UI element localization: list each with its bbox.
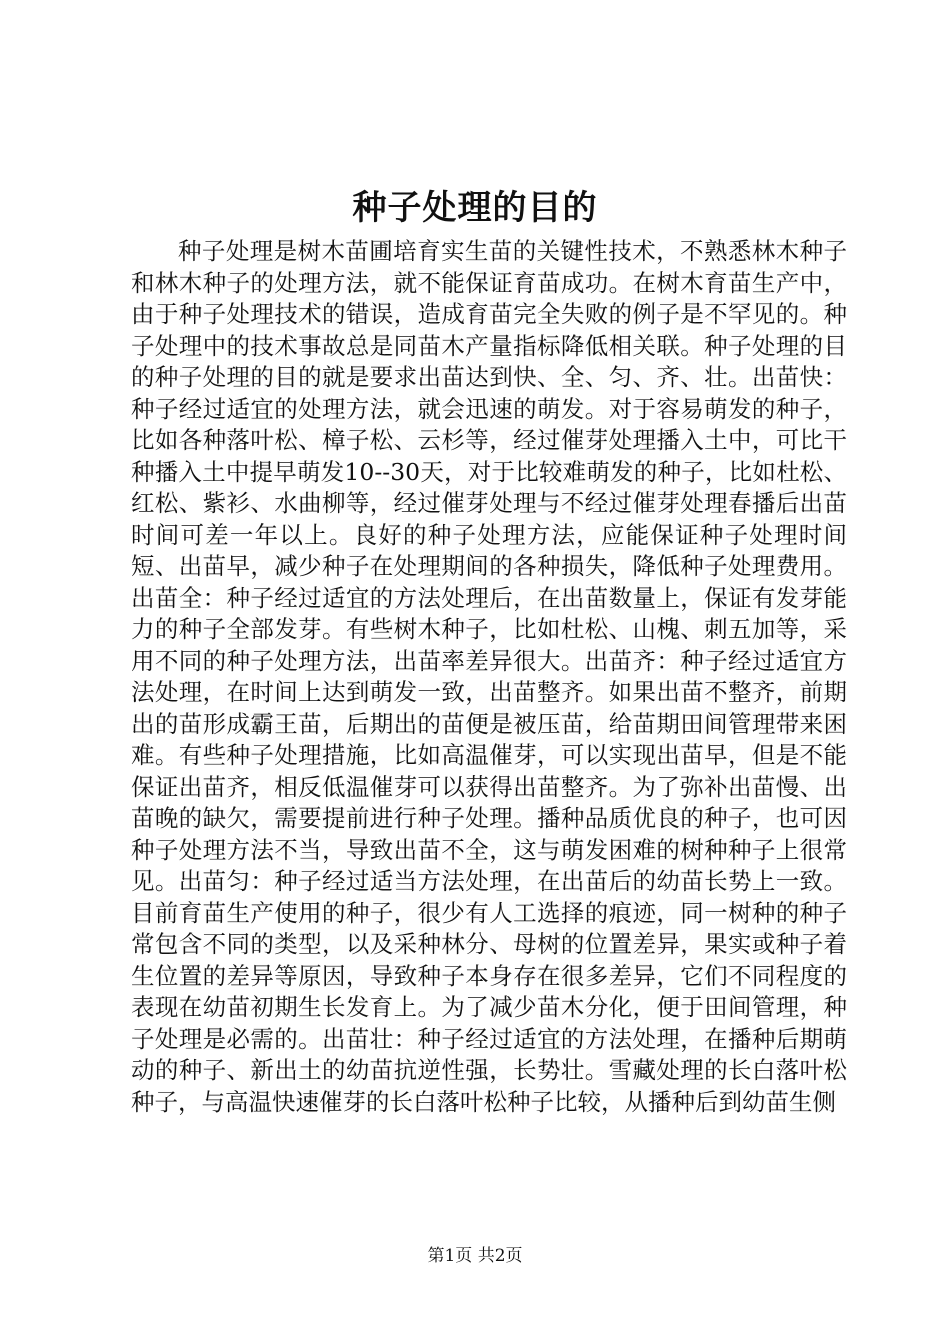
body-paragraph: 种子处理是树木苗圃培育实生苗的关键性技术，不熟悉林木种子和林木种子的处理方法，就不能保证育苗成功。在树木育苗生产中，由于种子处理技术的错误，造成育苗完全失败的例子是不罕见的。种子处理中的技术事故总是同苗木产量指标降低相关联。种子处理的目的种子处理的目的就是要求出苗达到快、全、匀、齐、壮。出苗快：种子经过适宜的处理方法，就会迅速的萌发。对于容易萌发的种子，比如各种落叶松、樟子松、云杉等，经过催芽处理播入土中，可比干种播入土中提早萌发10--30天，对于比较难萌发的种子，比如杜松、红松、紫衫、水曲柳等，经过催芽处理与不经过催芽处理春播后出苗时间可差一年以上。良好的种子处理方法，应能保证种子处理时间短、出苗早，减少种子在处理期间的各种损失，降低种子处理费用。出苗全：种子经过适宜的方法处理后，在出苗数量上，保证有发芽能力的种子全部发芽。有些树木种子，比如杜松、山槐、刺五加等，采用不同的种子处理方法，出苗率差异很大。出苗齐：种子经过适宜方法处理，在时间上达到萌发一致，出苗整齐。如果出苗不整齐，前期出的苗形成霸王苗，后期出的苗便是被压苗，给苗期田间管理带来困难。有些种子处理措施，比如高温催芽，可以实现出苗早，但是不能保证出苗齐，相反低温催芽可以获得出苗整齐。为了弥补出苗慢、出苗晚的缺欠，需要提前进行种子处理。播种品质优良的种子，也可因种子处理方法不当，导致出苗不全，这与萌发困难的树种种子上很常见。出苗匀：种子经过适当方法处理，在出苗后的幼苗长势上一致。目前育苗生产使用的种子，很少有人工选择的痕迹，同一树种的种子常包含不同的类型，以及采种林分、母树的位置差异，果实或种子着生位置的差异等原因，导致种子本身存在很多差异，它们不同程度的表现在幼苗初期生长发育上。为了减少苗木分化，便于田间管理，种子处理是必需的。出苗壮：种子经过适宜的方法处理，在播种后期萌动的种子、新出土的幼苗抗逆性强，长势壮。雪藏处理的长白落叶松种子，与高温快速催芽的长白落叶松种子比较，从播种后到幼苗生侧 [131,237,847,1116]
page-footer: 第1页 共2页 [427,1246,523,1266]
page-title: 种子处理的目的 [352,188,598,228]
